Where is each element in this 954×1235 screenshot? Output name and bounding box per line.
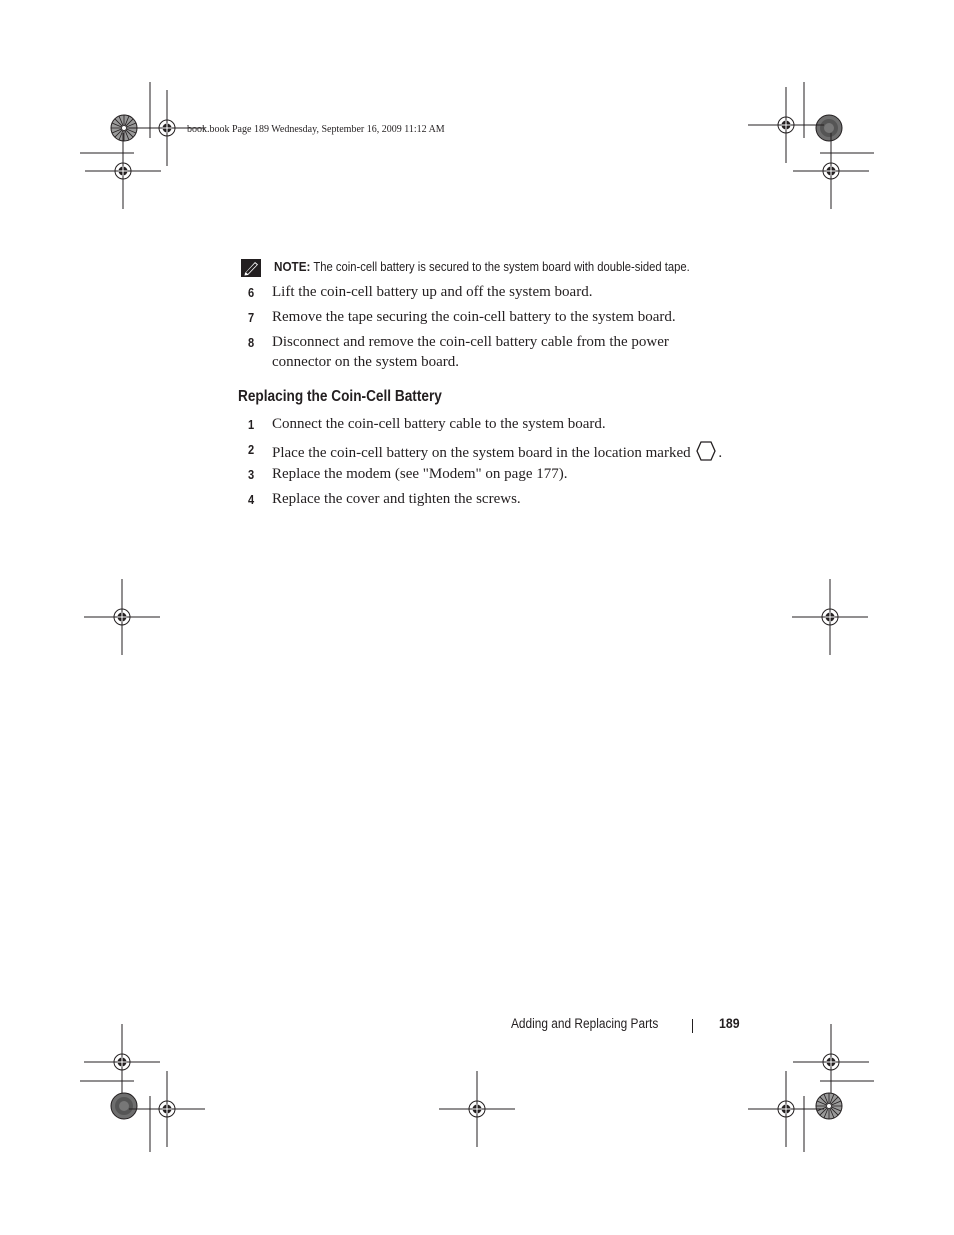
- step-text: Connect the coin-cell battery cable to the system board.: [272, 416, 606, 432]
- step-text: Lift the coin-cell battery up and off the system board.: [272, 284, 593, 300]
- step-text: Replace the cover and tighten the screws.: [272, 491, 521, 507]
- step-number: 2: [248, 442, 255, 457]
- note-body: The coin-cell battery is secured to the system board with double-sided tape.: [310, 260, 690, 274]
- step-number: 3: [248, 467, 255, 482]
- step-number: 6: [248, 285, 255, 300]
- step-text: Replace the modem (see "Modem" on page 177).: [272, 466, 568, 482]
- battery-location-marker-icon: [695, 440, 717, 462]
- step-text: Disconnect and remove the coin-cell battery cable from the power connector on the system board.: [272, 334, 669, 370]
- sunburst-mark: [816, 115, 842, 141]
- step-number: 1: [248, 417, 255, 432]
- pencil-note-icon: [240, 258, 262, 278]
- footer-divider: [692, 1019, 693, 1033]
- sunburst-mark: [111, 1093, 137, 1119]
- step-number: 8: [248, 335, 255, 350]
- note-text: [274, 259, 690, 274]
- page-number: 189: [719, 1015, 740, 1031]
- step-number: 7: [248, 310, 255, 325]
- step-text-before: Place the coin-cell battery on the system board in the location marked: [272, 445, 691, 461]
- note-box: [240, 258, 760, 280]
- step-number: 4: [248, 492, 255, 507]
- sunburst-mark: [816, 1093, 842, 1119]
- step-text-after: .: [718, 445, 723, 461]
- step-text: [272, 440, 762, 464]
- print-slug: book.book Page 189 Wednesday, September 16, 2009 11:12 AM: [187, 124, 445, 135]
- footer-chapter: Adding and Replacing Parts: [511, 1016, 659, 1031]
- note-label: NOTE:: [274, 259, 311, 274]
- step-text: Remove the tape securing the coin-cell battery to the system board.: [272, 309, 676, 325]
- section-heading: Replacing the Coin-Cell Battery: [238, 388, 442, 405]
